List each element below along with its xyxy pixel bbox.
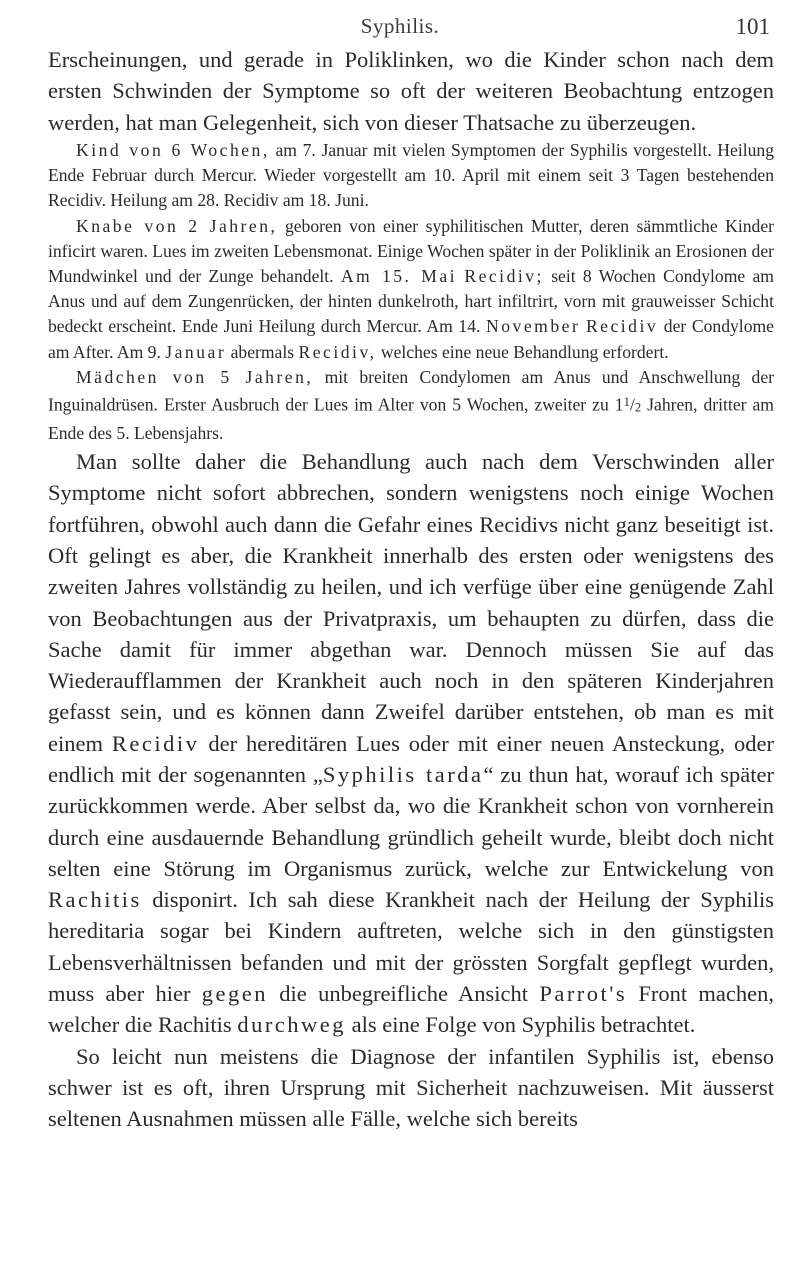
fraction-denominator: 2 [634, 400, 642, 415]
main-section [48, 446, 774, 1135]
case-3-text: Jahren, dritter am Ende des 5. Lebensjahrs. [48, 394, 774, 443]
case-2-label: Knabe von 2 Jahren, [76, 215, 278, 236]
running-title: Syphilis. [360, 14, 440, 38]
case-report-3: Mädchen von 5 Jahren, mit breiten Condylomen am Anus und Anschwellung der Inguinaldrüsen. Erster Ausbruch der Lues im Alter von 5 Wochen, zweiter zu $1^1/2$ Jahren, dritter am Ende des 5. Lebensjahrs. [48, 366, 774, 443]
case-3-text: mit breiten Condylomen am Anus und Anschwellung der Inguinaldrüsen. Erster Ausbruch der Lues im Alter von 5 Wochen, zweiter zu 1 [48, 366, 774, 415]
paragraph-text: “ zu thun hat, worauf ich später zurückkommen werde. Aber selbst da, wo die Krankheit schon von vornherein durch eine ausdauernde Behandlung gründlich geheilt wurde, bleibt doch nicht selten eine Störung im Organismus zurück, welche zur Entwickelung von [48, 761, 774, 881]
case-report-2 [48, 214, 774, 365]
paragraph-text: die unbegreifliche Ansicht [268, 981, 540, 1007]
case-2-text: geboren von einer syphilitischen Mutter, deren sämmtliche Kinder inficirt waren. Lues im zweiten Lebensmonat. Einige Wochen später in der Poliklinik an Erosionen der Mundwinkel und der Zunge behandelt. [48, 215, 775, 286]
case-1-text: am 7. Januar mit vielen Symptomen der Syphilis vorgestellt. Heilung Ende Februar durch Mercur. Wieder vorgestellt am 10. April mit einem seit 3 Tagen bestehenden Recidiv. Heilung am 28. Recidiv am 18. Juni. [48, 139, 774, 211]
case-2-recidiv: Recidiv; [464, 265, 544, 286]
case-2-text: seit 8 Wochen Condylome am Anus und auf dem Zungenrücken, der hinten dunkelroth, hart infiltrirt, vorn mit grauweisser Schicht bedeckt erscheint. Ende Juni Heilung durch Mercur. Am 14. [48, 265, 774, 337]
case-2-recidiv: Recidiv, [298, 341, 377, 362]
term-syphilis-tarda: Syphilis tarda [322, 761, 484, 787]
paragraph-diagnosis: So leicht nun meistens die Diagnose der infantilen Syphilis ist, ebenso schwer ist es oft, ihren Ursprung mit Sicherheit nachzuweisen. Mit äusserst seltenen Ausnahmen müssen alle Fälle, welche sich bereits [48, 1043, 774, 1132]
emphasis-gegen: gegen [201, 981, 269, 1007]
case-3-label: Mädchen von 5 Jahren, [76, 366, 314, 387]
case-2-month: Januar [165, 341, 227, 362]
case-2-text: welches eine neue Behandlung erfordert. [376, 341, 669, 362]
case-2-recidiv: Recidiv [585, 316, 659, 337]
paragraph-text: disponirt. Ich sah diese Krankheit nach der Heilung der Syphilis hereditaria sogar bei Kindern auftreten, welche sich in den günstigsten Lebensverhältnissen befanden und mit der grössten Sorgfalt gepflegt wurden, muss aber hier [48, 887, 774, 1007]
fraction-numerator: 1 [623, 394, 630, 409]
page-body [48, 44, 774, 1135]
case-reports [48, 138, 774, 446]
paragraph-text: als eine Folge von Syphilis betrachtet. [346, 1012, 696, 1038]
case-2-text: der Condylome am After. Am 9. [48, 316, 774, 362]
case-report-1 [48, 138, 774, 214]
case-1-label: Kind von 6 Wochen, [76, 139, 270, 160]
paragraph-text: der hereditären Lues oder mit einer neuen Ansteckung, oder endlich mit der sogenannten „ [48, 730, 774, 787]
paragraph-text: Front machen, welcher die Rachitis [48, 981, 775, 1038]
page-header [0, 14, 800, 42]
emphasis-durchweg: durchweg [237, 1012, 347, 1038]
paragraph-intro: Erscheinungen, und gerade in Poliklinken, wo die Kinder schon nach dem ersten Schwinden der Symptome so oft der weiteren Beobachtung entzogen werden, hat man Gelegenheit, sich von dieser Thatsache zu überzeugen. [48, 47, 774, 135]
case-2-text: abermals [226, 341, 299, 362]
page-number: 101 [735, 14, 770, 39]
paragraph-text: Man sollte daher die Behandlung auch nach dem Verschwinden aller Symptome nicht sofort abbrechen, sondern wenigstens noch einige Wochen fortführen, obwohl auch dann die Gefahr eines Recidivs nicht ganz beseitigt ist. Oft gelingt es aber, die Krankheit innerhalb des ersten oder wenigstens des zweiten Jahres vollständig zu heilen, und ich verfüge über eine genügende Zahl von Beobachtungen aus der Privatpraxis, um behaupten zu dürfen, dass die Sache damit für immer abgethan war. Dennoch müssen Sie auf das Wiederaufflammen der Krankheit auch noch in den späteren Kinderjahren gefasst sein, und es können dann Zweifel darüber entstehen, ob man es mit einem [48, 449, 774, 756]
term-recidiv: Recidiv [111, 730, 200, 756]
intro-section [48, 44, 774, 138]
paragraph-treatment [48, 446, 774, 1041]
case-2-month: November [486, 316, 581, 337]
term-rachitis: Rachitis [48, 887, 142, 913]
case-2-date: Am 15. Mai [340, 265, 458, 286]
name-parrot: Parrot's [539, 981, 628, 1007]
